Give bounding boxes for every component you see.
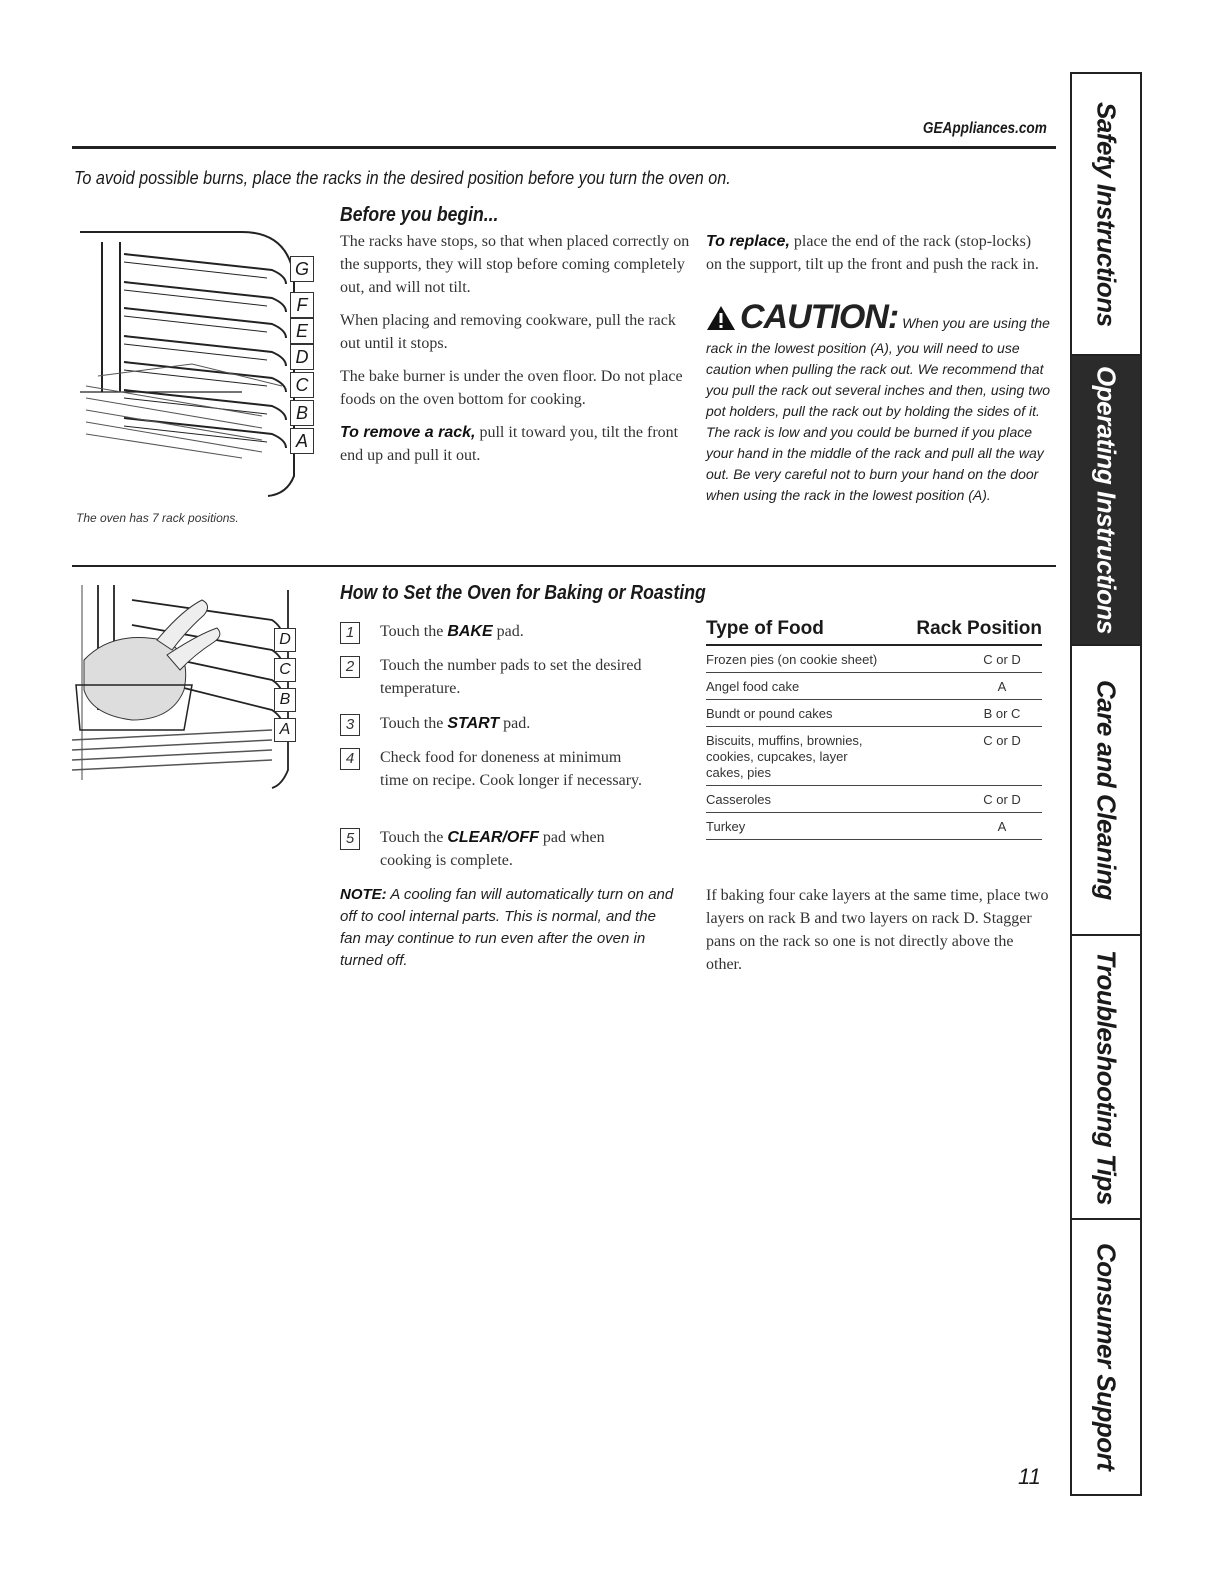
table-row: Frozen pies (on cookie sheet) C or D: [706, 646, 1042, 673]
table-header: [706, 618, 1042, 646]
step-text: Touch the BAKE pad.: [380, 623, 524, 640]
section-sidebar: [1070, 72, 1142, 1496]
rack-shelf-edge: [124, 316, 267, 332]
figure-caption: The oven has 7 rack positions.: [76, 511, 239, 525]
rack-label-e: E: [290, 318, 314, 344]
replace-lead: To replace,: [706, 233, 790, 250]
rack-shelf: [124, 336, 286, 366]
site-url: GEAppliances.com: [923, 120, 1047, 137]
table-row: Angel food cake A: [706, 673, 1042, 700]
step-text: Touch the CLEAR/OFF pad when cooking is complete.: [380, 829, 605, 869]
replace-text: place the end of the rack (stop-locks) on the support, tilt up the front and push the rack in.: [706, 233, 1039, 273]
tab-troubleshooting-tips[interactable]: Troubleshooting Tips: [1072, 936, 1140, 1220]
table-row: Biscuits, muffins, brownies, cookies, cupcakes, layer cakes, pies C or D: [706, 727, 1042, 786]
col-rack-position: Rack Position: [916, 618, 1042, 639]
step-number: 1: [340, 622, 360, 644]
table-row: Bundt or pound cakes B or C: [706, 700, 1042, 727]
step-text: Touch the START pad.: [380, 715, 531, 732]
turkey-roasting-illustration: [72, 580, 312, 790]
rack-shelf-edge: [124, 398, 267, 414]
table-row: Turkey A: [706, 813, 1042, 840]
replace-column: [706, 230, 1046, 286]
before-heading: Before you begin...: [340, 204, 499, 226]
note-lead: NOTE:: [340, 886, 387, 903]
remove-rack-paragraph: [340, 421, 690, 467]
rack-label-a: A: [290, 428, 314, 454]
page-number: 11: [1018, 1464, 1041, 1489]
cake-layers-tip: If baking four cake layers at the same time, place two layers on rack B and two layers on rack D. Stagger pans on the rack so one is not directly above the other.: [706, 887, 1049, 973]
table-row: Casseroles C or D: [706, 786, 1042, 813]
rack-label-c-2: C: [274, 658, 296, 682]
note-block: [340, 884, 680, 972]
before-p3: The bake burner is under the oven floor. Do not place foods on the oven bottom for cooking.: [340, 368, 683, 408]
col-type-of-food: Type of Food: [706, 618, 824, 639]
before-p2: When placing and removing cookware, pull the rack out until it stops.: [340, 312, 676, 352]
tab-operating-instructions[interactable]: Operating Instructions: [1072, 356, 1140, 646]
rack-label-d-2: D: [274, 628, 296, 652]
header-rule: [72, 146, 1056, 149]
tab-consumer-support[interactable]: Consumer Support: [1091, 1243, 1122, 1471]
caution-block: [706, 298, 1051, 506]
section-divider: [72, 565, 1056, 567]
baking-heading: How to Set the Oven for Baking or Roasting: [340, 582, 706, 604]
rack-position-table: [706, 618, 1042, 840]
remove-rack-text: pull it toward you, tilt the front end up and pull it out.: [340, 424, 679, 464]
rack-shelf: [124, 282, 286, 312]
intro-warning: To avoid possible burns, place the racks in the desired position before you turn the oven on.: [74, 168, 731, 188]
step-text: Check food for doneness at minimum time on recipe. Cook longer if necessary.: [380, 749, 642, 789]
rack-shelf-edge: [124, 370, 267, 386]
before-column: [340, 230, 690, 477]
step-text: Touch the number pads to set the desired temperature.: [380, 657, 642, 697]
step-number: 2: [340, 656, 360, 678]
rack-shelf-edge: [124, 290, 267, 306]
rack-shelf: [124, 254, 286, 284]
warning-icon: [706, 304, 736, 338]
step-number: 4: [340, 748, 360, 770]
caution-word: CAUTION:: [740, 298, 899, 336]
caution-text: When you are using the rack in the lowest position (A), you will need to use caution when pulling the rack out. We recommend that you pull the rack out several inches and then, using two pot holders, pull the rack out by holding the sides of it. The rack is low and you could be burned if you place your hand in the middle of the rack and pull all the way out. Be very careful not to burn your hand on the door when using the rack in the lowest position (A).: [706, 315, 1050, 503]
rack-label-b-2: B: [274, 688, 296, 712]
rack-shelf: [124, 308, 286, 338]
remove-rack-lead: To remove a rack,: [340, 424, 476, 441]
rack-shelf-edge: [124, 262, 267, 278]
step-number: 5: [340, 828, 360, 850]
rack-label-f: F: [290, 292, 314, 318]
note-text: A cooling fan will automatically turn on and off to cool internal parts. This is normal, and the fan may continue to run even after the oven in turned off.: [340, 886, 674, 969]
oven-rack-illustration: [72, 196, 322, 506]
rack-label-g: G: [290, 256, 314, 282]
replace-paragraph: [706, 230, 1046, 276]
rack-label-b: B: [290, 400, 314, 426]
before-p1: The racks have stops, so that when placed correctly on the supports, they will stop before coming completely out, and will not tilt.: [340, 233, 690, 296]
tab-safety-instructions[interactable]: Safety Instructions: [1072, 74, 1140, 356]
tab-care-and-cleaning[interactable]: Care and Cleaning: [1072, 646, 1140, 936]
step-number: 3: [340, 714, 360, 736]
rack-label-c: C: [290, 372, 314, 398]
rack-shelf: [124, 362, 286, 392]
rack-label-d: D: [290, 344, 314, 370]
steps-list: [340, 620, 680, 869]
rack-label-a-2: A: [274, 718, 296, 742]
rack-shelf-edge: [124, 344, 267, 360]
